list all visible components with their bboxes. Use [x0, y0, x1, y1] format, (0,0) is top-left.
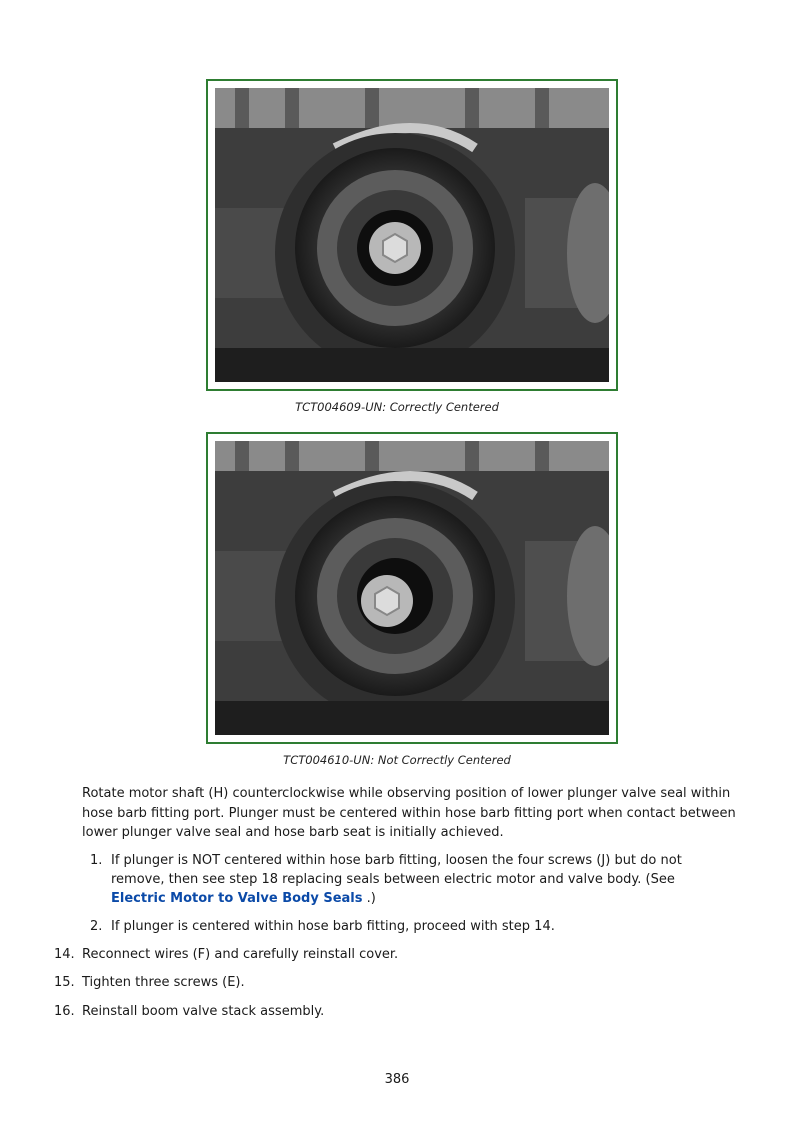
figure-caption-correctly-centered: TCT004609-UN: Correctly Centered	[295, 400, 499, 414]
substep-number: 1.	[90, 853, 103, 868]
figure-caption-not-correctly-centered: TCT004610-UN: Not Correctly Centered	[283, 753, 511, 767]
step-text: Tighten three screws (E).	[82, 975, 245, 990]
page-number: 386	[384, 1072, 410, 1087]
substep-text-after: .)	[362, 891, 376, 906]
figure-not-correctly-centered	[206, 432, 618, 744]
photo-correctly-centered	[215, 88, 609, 382]
step-15	[50, 973, 740, 992]
electric-motor-seals-link[interactable]: Electric Motor to Valve Body Seals	[111, 891, 363, 906]
intro-paragraph: Rotate motor shaft (H) counterclockwise while observing position of lower plunger valve seal within hose barb fitting port. Plunger must be centered within hose barb fitting port when contact between lower plunger valve seal and hose barb seat is initially achieved.	[82, 786, 736, 840]
step-14	[50, 945, 740, 964]
substep-text-before: If plunger is NOT centered within hose barb fitting, loosen the four screws (J) but do not remove, then see step 18 replacing seals between electric motor and valve body. (See	[111, 853, 682, 887]
step-text: Reconnect wires (F) and carefully reinstall cover.	[82, 947, 399, 962]
photo-not-correctly-centered	[215, 441, 609, 735]
substep-1	[82, 851, 732, 908]
step-number: 16.	[54, 1004, 75, 1019]
substep-2	[82, 917, 732, 936]
step-number: 14.	[54, 947, 75, 962]
step-number: 15.	[54, 975, 75, 990]
step-text: Reinstall boom valve stack assembly.	[82, 1004, 325, 1019]
step-16	[50, 1002, 740, 1021]
substep-text: If plunger is centered within hose barb fitting, proceed with step 14.	[111, 919, 555, 934]
figure-correctly-centered	[206, 79, 618, 391]
substep-number: 2.	[90, 919, 103, 934]
substep-text	[111, 851, 732, 908]
